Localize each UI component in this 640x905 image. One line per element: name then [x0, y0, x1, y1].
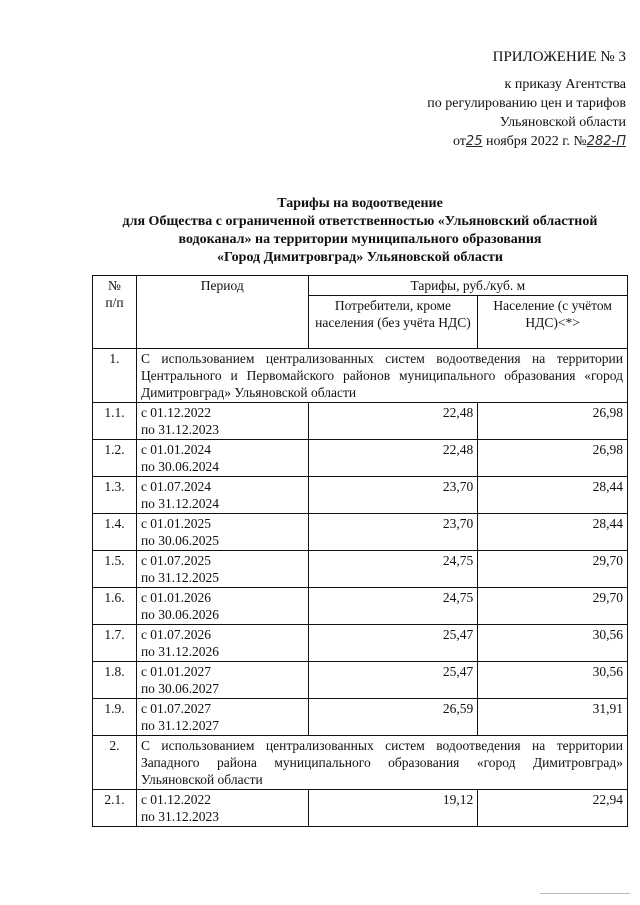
table-row	[93, 699, 628, 736]
period-to: по 31.12.2026	[140, 644, 220, 659]
tariff-population: 29,70	[478, 551, 628, 588]
row-period	[136, 625, 308, 662]
row-period	[136, 662, 308, 699]
tariff-consumers: 25,47	[308, 625, 478, 662]
row-num: 1.8.	[93, 662, 137, 699]
period-from: с 01.12.2022	[140, 792, 212, 807]
period-to: по 30.06.2024	[140, 459, 220, 474]
row-num: 1.3.	[93, 477, 137, 514]
tariff-consumers: 23,70	[308, 514, 478, 551]
period-from: с 01.01.2025	[140, 516, 212, 531]
row-num: 1.2.	[93, 440, 137, 477]
title-line-4: «Город Димитровград» Ульяновской области	[216, 250, 503, 265]
tariff-consumers: 26,59	[308, 699, 478, 736]
tariff-population: 30,56	[478, 625, 628, 662]
table-row	[93, 440, 628, 477]
title-line-2: для Общества с ограниченной ответственностью «Ульяновский областной	[122, 214, 598, 229]
table-row	[93, 662, 628, 699]
period-from: с 01.01.2027	[140, 664, 212, 679]
section-row	[93, 736, 628, 790]
table-row	[93, 403, 628, 440]
page-edge-mark	[540, 893, 630, 896]
table-row	[93, 790, 628, 827]
period-to: по 31.12.2027	[140, 718, 220, 733]
row-num: 1.1.	[93, 403, 137, 440]
table-row	[93, 514, 628, 551]
section-text: С использованием централизованных систем водоотведения на территории Западного района муниципального образования «город Димитровград» Ульяновской области	[136, 736, 627, 790]
tariff-consumers: 22,48	[308, 403, 478, 440]
date-prefix: от	[452, 134, 466, 149]
period-from: с 01.07.2024	[140, 479, 212, 494]
row-num: 2.1.	[93, 790, 137, 827]
period-from: с 01.07.2027	[140, 701, 212, 716]
period-from: с 01.01.2026	[140, 590, 212, 605]
document-title	[90, 195, 630, 267]
tariff-consumers: 19,12	[308, 790, 478, 827]
row-period	[136, 790, 308, 827]
row-num: 1.7.	[93, 625, 137, 662]
period-to: по 31.12.2023	[140, 422, 220, 437]
row-period	[136, 514, 308, 551]
row-period	[136, 477, 308, 514]
title-line-3: водоканал» на территории муниципального образования	[178, 232, 542, 247]
section-row	[93, 349, 628, 403]
tariff-population: 26,98	[478, 440, 628, 477]
period-to: по 30.06.2025	[140, 533, 220, 548]
row-period	[136, 440, 308, 477]
table-header-row-1	[93, 276, 628, 296]
period-to: по 31.12.2024	[140, 496, 220, 511]
tariff-population: 31,91	[478, 699, 628, 736]
period-from: с 01.12.2022	[140, 405, 212, 420]
row-period	[136, 699, 308, 736]
period-to: по 30.06.2027	[140, 681, 220, 696]
tariff-population: 29,70	[478, 588, 628, 625]
tariff-consumers: 24,75	[308, 551, 478, 588]
title-line-1: Тарифы на водоотведение	[277, 196, 443, 211]
header-num-cell	[93, 276, 137, 349]
row-period	[136, 551, 308, 588]
tariff-consumers: 24,75	[308, 588, 478, 625]
tariff-consumers: 23,70	[308, 477, 478, 514]
period-from: с 01.07.2026	[140, 627, 212, 642]
tariff-population: 22,94	[478, 790, 628, 827]
table-row	[93, 551, 628, 588]
tariff-table	[92, 275, 628, 827]
order-line-3: Ульяновской области	[499, 115, 626, 130]
order-line-1: к приказу Агентства	[504, 77, 626, 92]
section-num: 1.	[93, 349, 137, 403]
order-date-line	[376, 132, 626, 151]
tariff-consumers: 25,47	[308, 662, 478, 699]
date-day-handwritten: 25	[465, 134, 483, 149]
tariff-consumers: 22,48	[308, 440, 478, 477]
row-num: 1.4.	[93, 514, 137, 551]
tariff-population: 28,44	[478, 514, 628, 551]
table-row	[93, 477, 628, 514]
table-row	[93, 588, 628, 625]
row-num: 1.9.	[93, 699, 137, 736]
row-period	[136, 588, 308, 625]
header-consumers: Потребители, кроме населения (без учёта НДС)	[308, 296, 478, 349]
section-text: С использованием централизованных систем водоотведения на территории Центрального и Первомайского районов муниципального образования «город Димитровград» Ульяновской области	[136, 349, 627, 403]
period-from: с 01.01.2024	[140, 442, 212, 457]
header-period: Период	[136, 276, 308, 349]
period-to: по 30.06.2026	[140, 607, 220, 622]
header-tariffs: Тарифы, руб./куб. м	[308, 276, 627, 296]
order-line-2: по регулированию цен и тарифов	[427, 96, 626, 111]
table-row	[93, 625, 628, 662]
period-to: по 31.12.2025	[140, 570, 220, 585]
header-num: №	[108, 278, 121, 293]
section-num: 2.	[93, 736, 137, 790]
tariff-population: 30,56	[478, 662, 628, 699]
header-num2: п/п	[105, 295, 124, 310]
header-block	[376, 48, 626, 151]
period-from: с 01.07.2025	[140, 553, 212, 568]
row-num: 1.5.	[93, 551, 137, 588]
tariff-population: 28,44	[478, 477, 628, 514]
order-number-handwritten: 282-П	[586, 134, 626, 149]
header-population: Население (с учётом НДС)<*>	[478, 296, 628, 349]
appendix-title: ПРИЛОЖЕНИЕ № 3	[492, 49, 626, 65]
row-period	[136, 403, 308, 440]
row-num: 1.6.	[93, 588, 137, 625]
period-to: по 31.12.2023	[140, 809, 220, 824]
tariff-population: 26,98	[478, 403, 628, 440]
date-rest: ноября 2022 г. №	[485, 134, 587, 149]
